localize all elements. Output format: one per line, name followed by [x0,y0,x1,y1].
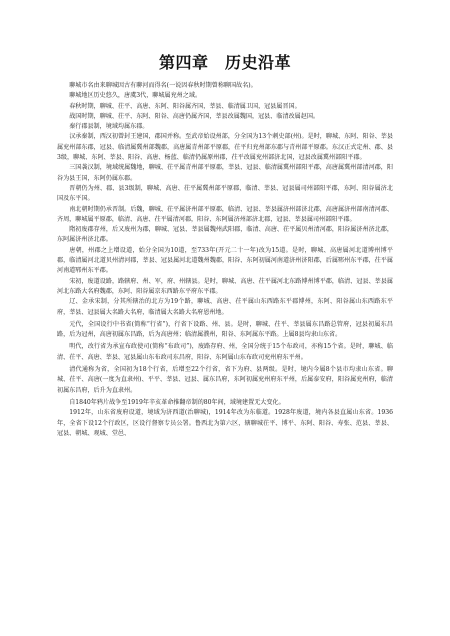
chapter-title: 第四章 历史沿革 [158,53,291,72]
document-body [57,81,393,439]
paragraph: 元代，全国设行中书省(简称“行省”)，行省下设路、州、县。是时，聊城、茌平、莘县属东昌路总管府，冠县初属东昌路，后为冠州，高唐初属东昌路，后为高唐州；临清属濮州，阳谷、东阿属东平路。上属8县均隶山东省。 [57,320,393,339]
paragraph: 清代通称为省，全国初为18个行省，后增至22个行省，省下为府、县两级。是时，境内今属8个县市均隶山东省。聊城、茌平、高唐(一度为直隶州)、平平、莘县、冠县、属东昌府，东阿初属兖州府东平州，后属泰安府，阳谷属兖州府，临清初属东昌府，后升为直隶州。 [57,366,393,394]
paragraph: 战国时期，聊城、茌平、东阿、阳谷、高唐仍属齐国，莘县改属魏国，冠县、临清改属赵国。 [69,112,320,120]
paragraph: 隋初废郡存州，后又废州为郡，聊城、冠县、莘县属魏州武阳郡，临清、高唐、茌平属贝州清河郡，阳谷属济州济北郡，东阿属济州济北郡。 [57,226,393,244]
paragraph: 自1840年鸦片战争至1919年辛亥革命推翻帝制的80年间，域境建置无大变化。 [69,398,285,406]
paragraph: 1912年，山东省废府设道，境域为济西道(治聊城)，1914年改为东临道。1928年废道，境内各县直属山东省。1936年，全省下设12个行政区，区设行督察专员公署。鲁西北为第六区，辖聊城茌平、博平、东阿、阳谷、寿张、范县、莘县、冠县、朝城、观城、堂邑、 [57,409,393,437]
paragraph: 聊城地区历史悠久，唐虞3代，聊城属兖州之域。 [69,92,202,100]
paragraph: 南北朝时期仍承晋制。后魏，聊城、茌平属济州部平原郡，临清、冠县、莘县属济州部济北郡，高唐属济州部南清河郡、齐周，聊城属平原郡，临清、高唐、茌平属清河郡，阳谷、东阿属济州部济北郡，冠县、莘县属司州部阳平郡。 [57,205,393,223]
paragraph: 聊城市名由来聊城因古有聊河而得名(一说因春秋时期曾称聊国故名)。 [69,82,257,89]
paragraph: 汉承秦制，西汉初曾封王建国，郡国并称。至武帝始设州部，分全国为13个刺史部(州)。是时，聊城、东阿、阳谷、莘县属兖州部东郡，冠县、临清属冀州部魏郡，高唐属青州部平原郡，茌平归兖州部东郡与青州部平原郡。东汉正式定州、郡、县3级，聊城、东阿、莘县、阳谷、高唐、杨蓝、临清仍属原州郡，茌平改属兖州部济北国，冠县改属冀州部阳平郡。 [57,133,393,162]
paragraph: 明代，改行省为承宣布政使司(简称“布政司”)，废路存府、州，全国分统于15个布政司，亦称15个省。是时，聊城、临清、茌平、高唐、莘县、冠县属山东布政司东昌府，阳谷、东阿属山东布政司兖州府东平州。 [57,343,393,361]
paragraph: 宋初，废道设路，路辖府、州、军，府、州辖县。是时，聊城、高唐、茌平属河北东路博州博平郡，临清、冠县、莘县属河北东路大名府魏郡，东阿、阳谷属京东西路东平府东平郡。 [57,277,393,295]
paragraph: 三国袭汉制，境域统属魏地，聊城、茌平属青州部平原郡，莘县、冠县、临清属冀州部阳平郡，高唐属冀州部清河郡，阳谷为县王国，东阿仍属东郡。 [57,164,393,182]
paragraph: 辽、金承宋制，分其所辖治的北方为19个路，聊城、高唐、茌平属山东西路东平郡博州，东阿、阳谷属山东西路东平府，莘县、冠县属大名路大名府，临清属大名路大名府恩州地。 [57,298,393,316]
paragraph: 唐朝，州郡之上增设道，始分全国为10道，至733年(开元二十一年)改为15道。是时，聊城、高唐属河北道博州博平郡，临清属河北道贝州清河郡，莘县、冠县属河北道魏州魏郡，阳谷、东阿初属河南道济州济阳郡，后属郓州东平郡，茌平属河南道郓州东平郡。 [57,246,393,275]
paragraph: 春秋时期，聊城、茌平、高唐、东阿、阳谷属齐国，莘县、临清属卫国，冠县属晋国。 [69,102,301,110]
paragraph: 晋朝仍为州、郡、县3级制，聊城、高唐、茌平属冀州部平原郡，临清、莘县、冠县属司州部阳平郡，东阿、阳谷属济北国及东平国。 [57,184,393,203]
paragraph: 秦行郡县制，境域均属东郡。 [69,123,149,131]
